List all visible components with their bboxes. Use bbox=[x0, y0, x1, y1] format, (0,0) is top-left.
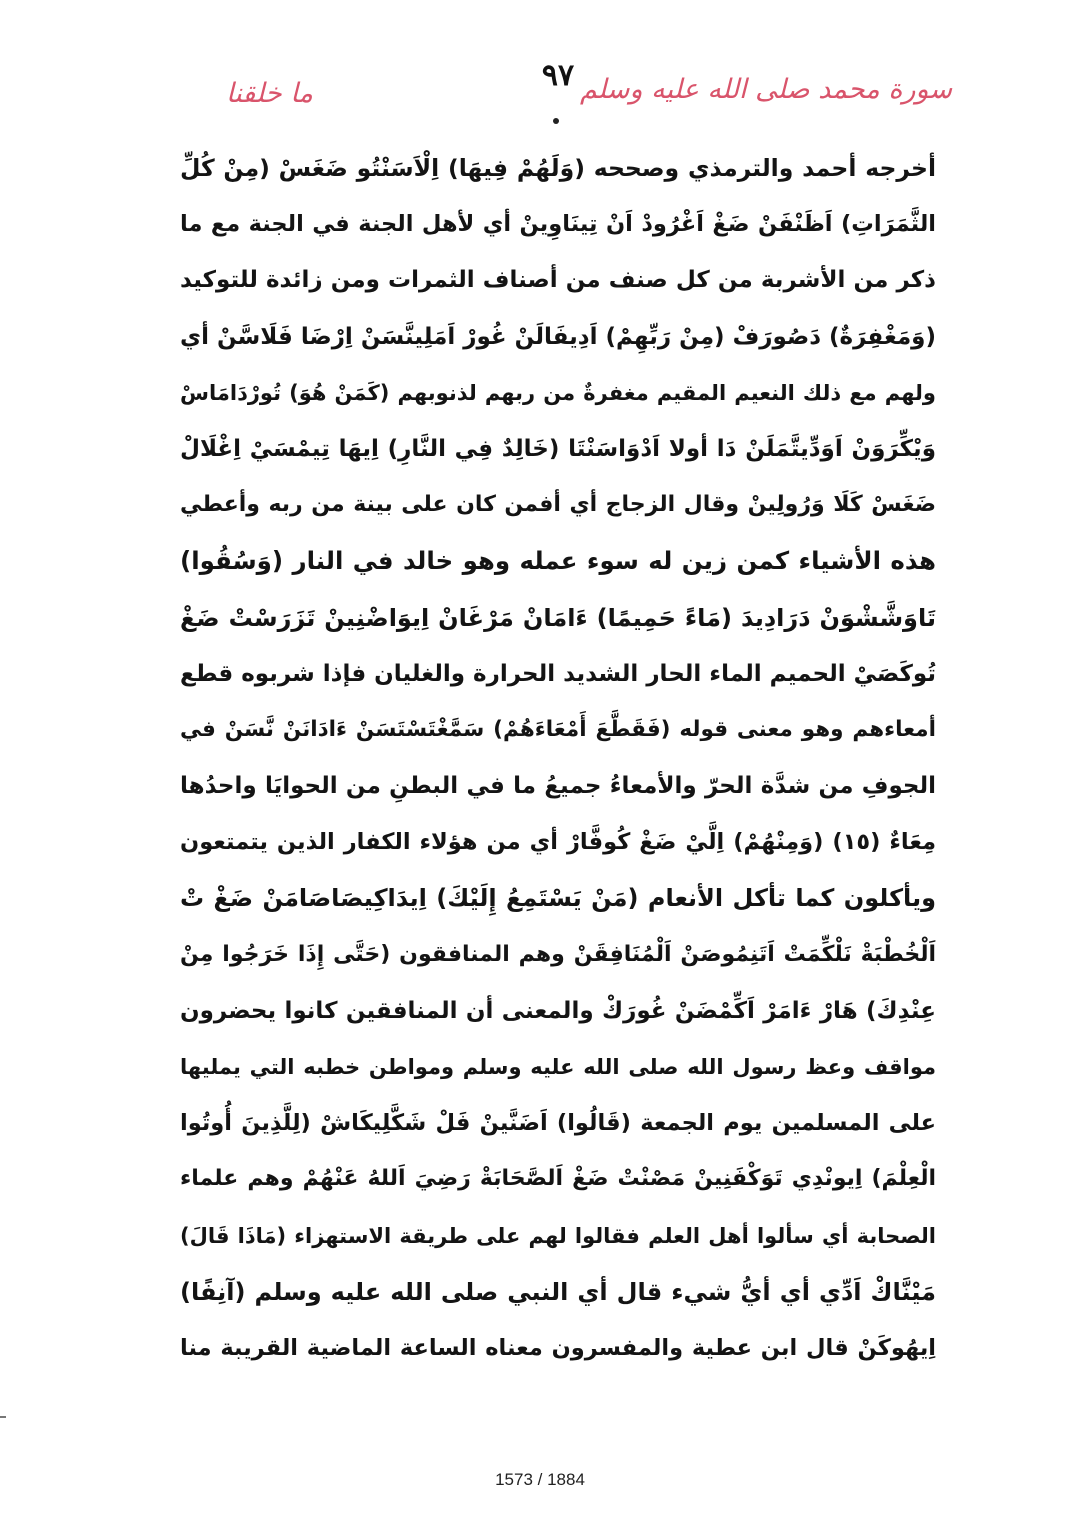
text-line: الجوفِ من شدَّة الحرّ والأمعاءُ جميعُ ما في البطنِ من الحوايَا واحدُها bbox=[180, 773, 936, 800]
text-line: أمعاءهم وهو معنى قوله (فَقَطَّعَ أَمْعَاءَهُمْ) سَمَّغْتَسْتَسَنْ ءَادَانَنْ نَّسَنْ في bbox=[180, 716, 936, 742]
text-line: ولهم مع ذلك النعيم المقيم مغفرةٌ من ربهم لذنوبهم (كَمَنْ هُوَ) تُورْدَامَاسْ bbox=[180, 380, 936, 405]
text-line: تَاوَشَّشْوَنْ دَرَادِيدَ (مَاءً حَمِيمًا) ءَامَانْ مَرْغَانْ اِيوَاضْنِينْ تَزَرَسْتْ ضَغْ bbox=[180, 603, 936, 632]
text-line: اَلْخُطْبَةْ نَلْكِّمَتْ اَتَنِمُوصَنْ اَلْمُنَافِقَنْ وهم المنافقون (حَتَّى إِذَا خَرَجُوا مِنْ bbox=[180, 941, 936, 967]
text-line: (وَمَغْفِرَةٌ) دَصُورَفْ (مِنْ رَبِّهِمْ) اَدِيفَالَنْ غُورْ اَمَلِينَّسَنْ اِرْضَا فَلَاسَّنْ أي bbox=[180, 323, 936, 350]
text-line: ويأكلون كما تأكل الأنعام (مَنْ يَسْتَمِعُ إِلَيْكَ) اِيدَاكِيصَاصَامَنْ ضَغْ تْ bbox=[180, 884, 936, 913]
page-counter: 1573 / 1884 bbox=[495, 1470, 585, 1489]
page-number: ٩٧ bbox=[541, 58, 575, 93]
body-text bbox=[180, 140, 936, 1376]
text-line: مواقف وعظ رسول الله صلى الله عليه وسلم ومواطن خطبه التي يمليها bbox=[180, 1055, 936, 1079]
text-line: أخرجه أحمد والترمذي وصححه (وَلَهُمْ فِيهَا) اِلْاَسَنْتُو ضَغَسْ (مِنْ كُلِّ bbox=[180, 154, 936, 182]
handwritten-note-left: ما خلقنا bbox=[226, 78, 313, 109]
text-line: وَيْكِّرَوَنْ اَوَدِّيتَّمَلَنْ دَا أولا اَدْوَاسَنْتَا (خَالِدٌ فِي النَّارِ) اِيهَا تِيمْسَيْ اِغْلَالْ bbox=[180, 435, 936, 462]
handwritten-surah-title: سورة محمد صلى الله عليه وسلم bbox=[580, 74, 953, 105]
text-line: الثَّمَرَاتِ) اَظَنْفَنْ ضَغْ اَغْرُودْ اَنْ تِينَاوِينْ أي لأهل الجنة في الجنة مع ما bbox=[180, 211, 936, 238]
text-line: مِعَاءٌ (١٥) (وَمِنْهُمْ) اِلَّيْ ضَغْ كُوفَّارْ أي من هؤلاء الكفار الذين يتمتعون bbox=[180, 829, 936, 856]
text-line: الْعِلْمَ) اِيونْدِي تَوَكْفَنِينْ مَصْنْتْ ضَغْ اَلصَّحَابَةْ رَضِيَ اَللهُ عَنْهُمْ وهم علماء bbox=[180, 1166, 936, 1192]
text-line: الصحابة أي سألوا أهل العلم فقالوا لهم على طريقة الاستهزاء (مَاذَا قَالَ) bbox=[180, 1223, 936, 1248]
text-line: ضَغَسْ كَلَا وَرُولِينْ وقال الزجاج أي أفمن كان على بينة من ربه وأعطي bbox=[180, 492, 936, 518]
text-line: عِنْدِكَ) هَارْ ءَامَرْ اَكِّمْضَنْ غُورَكْ والمعنى أن المنافقين كانوا يحضرون bbox=[180, 997, 936, 1024]
text-line: هذه الأشياء كمن زين له سوء عمله وهو خالد في النار (وَسُقُوا) bbox=[180, 546, 936, 576]
text-line: اِيهُوكَنْ قال ابن عطية والمفسرون معناه الساعة الماضية القريبة منا bbox=[180, 1334, 936, 1361]
margin-mark bbox=[0, 1416, 6, 1418]
text-line: ذكر من الأشربة من كل صنف من أصناف الثمرات ومن زائدة للتوكيد bbox=[180, 267, 936, 294]
text-line: على المسلمين يوم الجمعة (قَالُوا) اَضَنَّينْ فَلْ شَكَّلِيكَاشْ (لِلَّذِينَ أُوتُوا bbox=[180, 1110, 936, 1137]
text-line: تُوكَصَيْ الحميم الماء الحار الشديد الحرارة والغليان فإذا شربوه قطع bbox=[180, 660, 936, 687]
page-number-dot bbox=[553, 118, 559, 124]
text-line: مَيْنَّاكْ اَدِّي أي أيُّ شيء قال أي النبي صلى الله عليه وسلم (آنِفًا) bbox=[180, 1277, 936, 1306]
